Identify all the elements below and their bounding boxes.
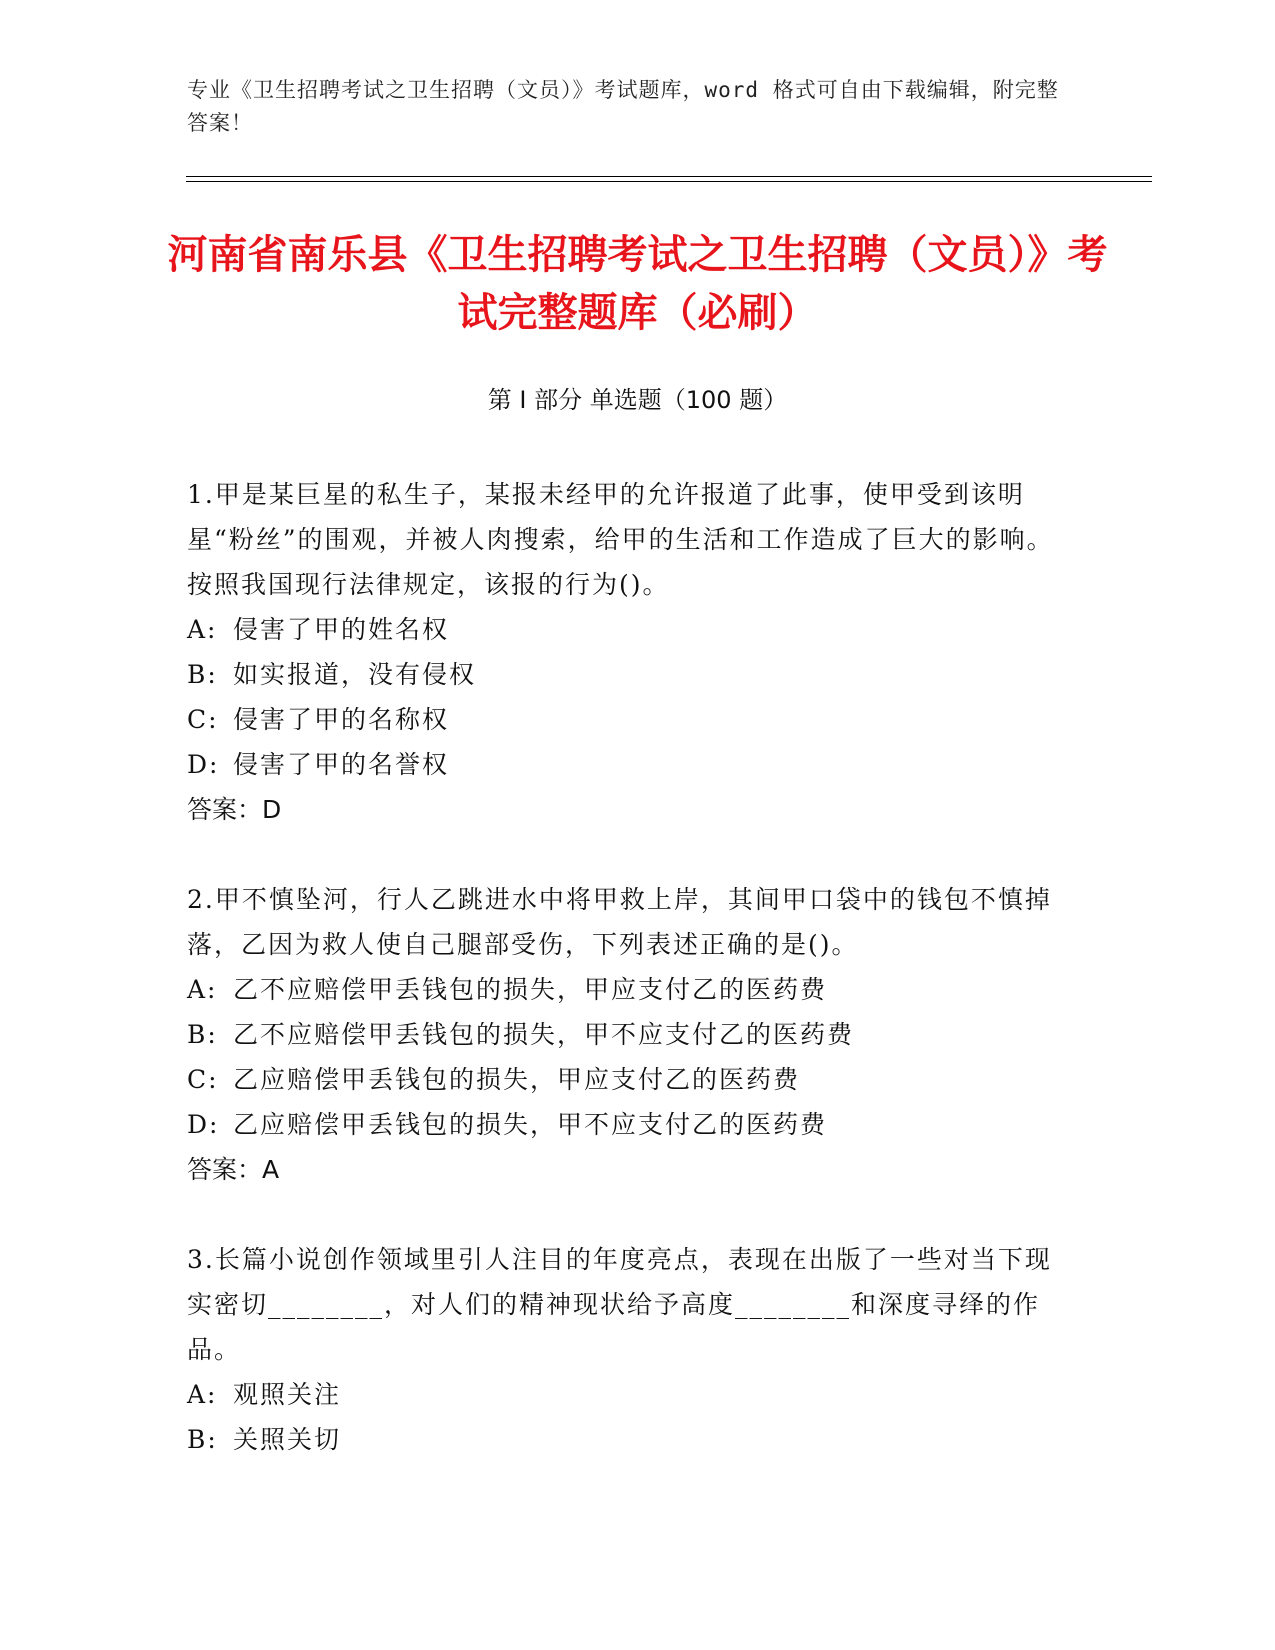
option-letter: A:	[187, 1380, 218, 1409]
document-title: 河南省南乐县《卫生招聘考试之卫生招聘（文员）》考试完整题库（必刷）	[167, 232, 1108, 336]
option-text: 侵害了甲的名称权	[233, 705, 450, 734]
option-c	[187, 1057, 1067, 1102]
header-note: 专业《卫生招聘考试之卫生招聘（文员）》考试题库，word 格式可自由下载编辑，附完整答案！	[187, 78, 1059, 135]
option-letter: C:	[187, 705, 219, 734]
option-letter: A:	[187, 615, 218, 644]
option-c	[187, 697, 1067, 742]
option-a	[187, 1372, 1067, 1417]
option-letter: D:	[187, 1110, 220, 1139]
option-a	[187, 967, 1067, 1012]
option-letter: B:	[187, 1425, 218, 1454]
question-2	[187, 877, 1067, 1192]
option-b	[187, 1417, 1067, 1462]
option-letter: B:	[187, 1020, 218, 1049]
option-a	[187, 607, 1067, 652]
option-letter: D:	[187, 750, 220, 779]
question-stem: 2.甲不慎坠河，行人乙跳进水中将甲救上岸，其间甲口袋中的钱包不慎掉落，乙因为救人使自己腿部受伤，下列表述正确的是()。	[187, 885, 1052, 959]
option-text: 乙应赔偿甲丢钱包的损失，甲应支付乙的医药费	[233, 1065, 801, 1094]
question-stem: 1.甲是某巨星的私生子，某报未经甲的允许报道了此事，使甲受到该明星“粉丝”的围观，并被人肉搜索，给甲的生活和工作造成了巨大的影响。按照我国现行法律规定，该报的行为()。	[187, 480, 1054, 599]
option-text: 侵害了甲的姓名权	[233, 615, 450, 644]
option-text: 乙应赔偿甲丢钱包的损失，甲不应支付乙的医药费	[233, 1110, 828, 1139]
option-text: 乙不应赔偿甲丢钱包的损失，甲应支付乙的医药费	[233, 975, 828, 1004]
option-text: 关照关切	[233, 1425, 342, 1454]
option-d	[187, 742, 1067, 787]
header-divider-bottom	[186, 181, 1152, 182]
question-1	[187, 472, 1067, 832]
option-letter: B:	[187, 660, 218, 689]
question-3	[187, 1237, 1067, 1462]
question-stem: 3.长篇小说创作领域里引人注目的年度亮点，表现在出版了一些对当下现实密切________，对人们的精神现状给予高度________和深度寻绎的作品。	[187, 1245, 1052, 1364]
section-heading: 第 I 部分 单选题（100 题）	[487, 386, 788, 414]
option-letter: C:	[187, 1065, 219, 1094]
option-letter: A:	[187, 975, 218, 1004]
option-d	[187, 1102, 1067, 1147]
header-divider-top	[186, 176, 1152, 177]
question-list	[187, 472, 1067, 1507]
answer-line: 答案：D	[187, 795, 282, 824]
answer-line: 答案：A	[187, 1155, 280, 1184]
option-text: 侵害了甲的名誉权	[233, 750, 450, 779]
option-text: 如实报道，没有侵权	[233, 660, 477, 689]
option-text: 乙不应赔偿甲丢钱包的损失，甲不应支付乙的医药费	[233, 1020, 855, 1049]
option-text: 观照关注	[233, 1380, 342, 1409]
option-b	[187, 1012, 1067, 1057]
option-b	[187, 652, 1067, 697]
